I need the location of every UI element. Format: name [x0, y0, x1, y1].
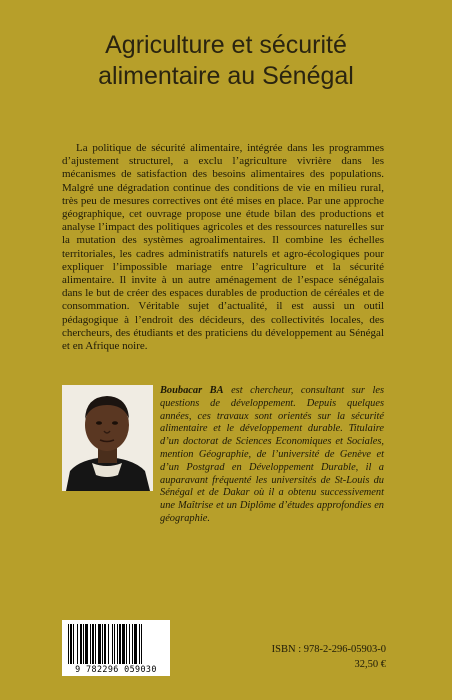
book-title-line-1: Agriculture et sécurité — [105, 31, 347, 59]
barcode-digits: 9 782296 059030 — [75, 664, 157, 674]
author-name: Boubacar BA — [160, 385, 224, 396]
barcode-bars — [68, 624, 164, 664]
book-title — [0, 30, 452, 92]
author-bio — [160, 385, 384, 526]
barcode — [62, 620, 170, 676]
author-bio-text: est chercheur, consultant sur les questions de développement. Depuis quelques années, ces travaux sont orientés sur la sécurité alimentaire et le développement durable. Titulaire d’un doctorat de Sciences Economiques et Sociales, mention Géographie, de l’université de Genève et d’un Postgrad en Développement Durable, il a auparavant fréquenté les universités de St-Louis du Sénégal et de Dakar où il a obtenu successivement une Maîtrise et un Diplôme d’études approfondies en géographie. — [160, 385, 385, 524]
isbn: ISBN : 978-2-296-05903-0 — [271, 644, 386, 655]
book-title-line-2: alimentaire au Sénégal — [98, 62, 354, 90]
author-photo — [62, 385, 153, 491]
book-summary: La politique de sécurité alimentaire, intégrée dans les programmes d’ajustement structurel, a exclu l’agriculture vivrière dans les mécanismes de satisfaction des besoins alimentaires des populations. Malgré une dégradation continue des conditions de vie en milieu rural, très peu de mesures correctives ont été mises en place. Par une approche géographique, cet ouvrage propose une étude bilan des productions et analyse l’impact des politiques agricoles et des ressources naturelles sur la mutation des systèmes agroalimentaires. Il combine les échelles territoriales, les cadres administratifs naturels et agro-écologiques pour expliquer l’impossible mariage entre l’agriculture et la sécurité alimentaire. Il invite à un autre aménagement de l’espace sénégalais dans le but de créer des espaces durables de production de céréales et de consommation. Véritable sujet d’actualité, il est aussi un outil pédagogique à l’endroit des décideurs, des collectivités locales, des chercheurs, des étudiants et des praticiens du développement au Sénégal et en Afrique noire. — [62, 142, 384, 353]
price: 32,50 € — [354, 659, 386, 670]
